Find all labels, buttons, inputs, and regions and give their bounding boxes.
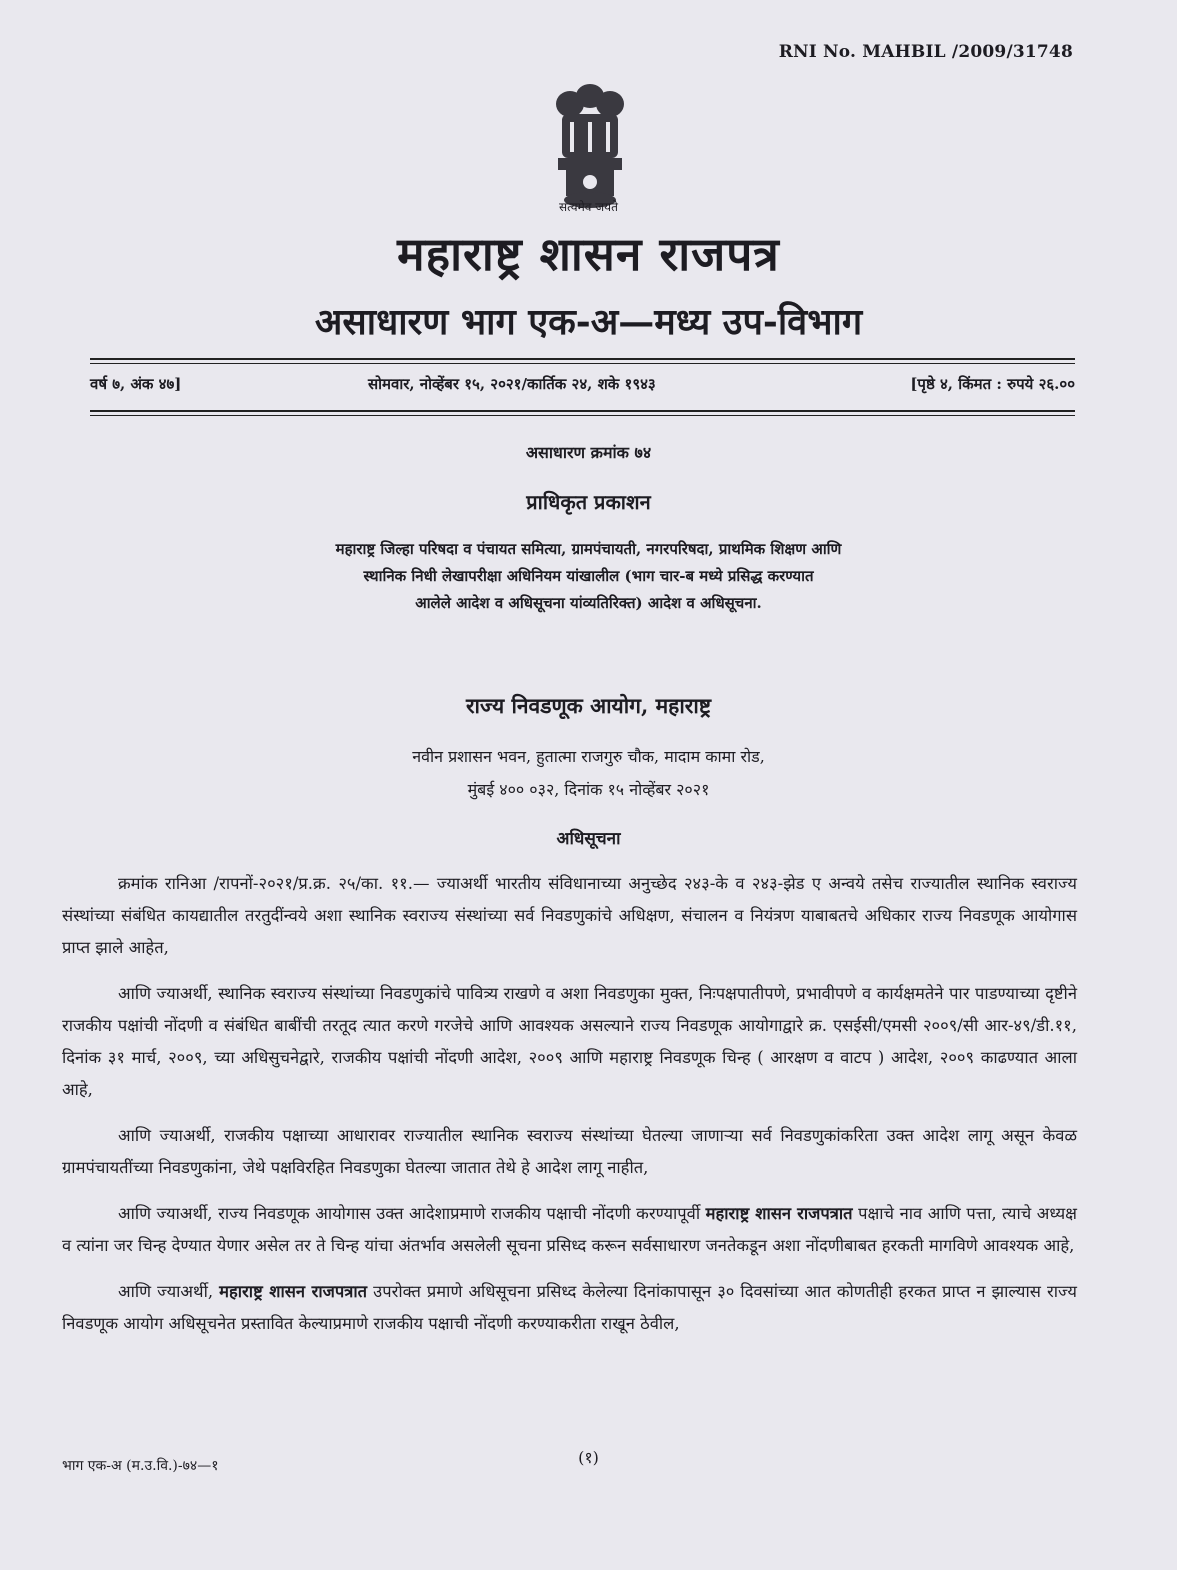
notification-body (62, 868, 1077, 1354)
emblem-motto: सत्यमेव जयते (559, 200, 618, 214)
issue-date: सोमवार, नोव्हेंबर १५, २०२१/कार्तिक २४, शके १९४३ (368, 375, 656, 393)
commission-name: राज्य निवडणूक आयोग, महाराष्ट्र (465, 693, 712, 718)
page-number: (१) (578, 1448, 599, 1467)
notification-paragraph: आणि ज्याअर्थी, स्थानिक स्वराज्य संस्थांच्या निवडणुकांचे पावित्र्य राखणे व अशा निवडणुका मुक्त, निःपक्षपातीपणे, प्रभावीपणे व कार्यक्षमतेने पार पाडण्याच्या दृष्टीने राजकीय पक्षांची नोंदणी व संबंधित बाबींची तरतूद त्यात करणे गरजेचे आणि आवश्यक असल्याने राज्य निवडणूक आयोगाद्वारे क्र. एसईसी/एमसी २००९/सी आर-४९/डी.११, दिनांक ३१ मार्च, २००९, च्या अधिसुचनेद्वारे, राजकीय पक्षांची नोंदणी आदेश, २००९ आणि महाराष्ट्र निवडणूक चिन्ह ( आरक्षण व वाटप ) आदेश, २००९ काढण्यात आला आहे, (62, 984, 1077, 1099)
extraordinary-number: असाधारण क्रमांक ७४ (525, 443, 652, 462)
notification-heading: अधिसूचना (556, 829, 621, 849)
commission-address (0, 740, 1177, 806)
gazette-title: महाराष्ट्र शासन राजपत्र (397, 227, 780, 281)
header-rule-bottom-thin (90, 415, 1075, 416)
publication-description (0, 536, 1177, 617)
gazette-subtitle: असाधारण भाग एक-अ—मध्य उप-विभाग (314, 301, 863, 343)
description-line: स्थानिक निधी लेखापरीक्षा अधिनियम यांखालील (भाग चार-ब मध्ये प्रसिद्ध करण्यात (363, 567, 814, 585)
notification-paragraph: आणि ज्याअर्थी, राजकीय पक्षाच्या आधारावर राज्यातील स्थानिक स्वराज्य संस्थांच्या घेतल्या जाणाऱ्या सर्व निवडणुकांकरिता उक्त आदेश लागू असून केवळ ग्रामपंचायतींच्या निवडणुकांना, जेथे पक्षविरहित निवडणुका घेतल्या जातात तेथे हे आदेश लागू नाहीत, (62, 1126, 1077, 1177)
pages-price: [पृष्ठे ४, किंमत : रुपये २६.०० (910, 375, 1075, 393)
notification-paragraph: क्रमांक रानिआ /रापनों-२०२१/प्र.क्र. २५/का. ११.— ज्याअर्थी भारतीय संविधानाच्या अनुच्छेद २४३-के व २४३-झेड ए अन्वये तसेच राज्यातील स्थानिक स्वराज्य संस्थांच्या संबंधित कायद्यातील तरतुदींन्वये अशा स्थानिक स्वराज्य संस्थांच्या सर्व निवडणुकांचे अधिक्षण, संचालन व नियंत्रण याबाबतचे अधिकार राज्य निवडणूक आयोगास प्राप्त झाले आहेत, (62, 874, 1077, 957)
volume-issue: वर्ष ७, अंक ४७] (90, 375, 182, 393)
national-emblem-icon (540, 78, 640, 218)
rni-number: RNI No. MAHBIL /2009/31748 (778, 42, 1073, 62)
footer-reference: भाग एक-अ (म.उ.वि.)-७४—१ (62, 1458, 219, 1474)
description-line: आलेले आदेश व अधिसूचना यांव्यतिरिक्त) आदेश व अधिसूचना. (415, 594, 762, 612)
address-line: मुंबई ४०० ०३२, दिनांक १५ नोव्हेंबर २०२१ (467, 780, 710, 799)
notification-paragraph: आणि ज्याअर्थी, राज्य निवडणूक आयोगास उक्त आदेशाप्रमाणे राजकीय पक्षाची नोंदणी करण्यापूर्वी महाराष्ट्र शासन राजपत्रात पक्षाचे नाव आणि पत्ता, त्याचे अध्यक्ष व त्यांना जर चिन्ह देण्यात येणार असेल तर ते चिन्ह यांचा अंतर्भाव असलेली सूचना प्रसिध्द करून सर्वसाधारण जनतेकडून अशा नोंदणीबाबत हरकती मागविणे आवश्यक आहे, (62, 1204, 1078, 1255)
notification-paragraph: आणि ज्याअर्थी, महाराष्ट्र शासन राजपत्रात उपरोक्त प्रमाणे अधिसूचना प्रसिध्द केलेल्या दिनांकापासून ३० दिवसांच्या आत कोणतीही हरकत प्राप्त न झाल्यास राज्य निवडणूक आयोग अधिसूचनेत प्रस्तावित केल्याप्रमाणे राजकीय पक्षाची नोंदणी करण्याकरीता राखून ठेवील, (62, 1282, 1077, 1333)
address-line: नवीन प्रशासन भवन, हुतात्मा राजगुरु चौक, मादाम कामा रोड, (412, 747, 765, 766)
header-rule-top (90, 358, 1075, 360)
header-rule-bottom (90, 410, 1075, 412)
authorized-publication: प्राधिकृत प्रकाशन (526, 490, 651, 514)
description-line: महाराष्ट्र जिल्हा परिषदा व पंचायत समित्या, ग्रामपंचायती, नगरपरिषदा, प्राथमिक शिक्षण आणि (335, 540, 842, 558)
header-rule-top-thin (90, 363, 1075, 364)
